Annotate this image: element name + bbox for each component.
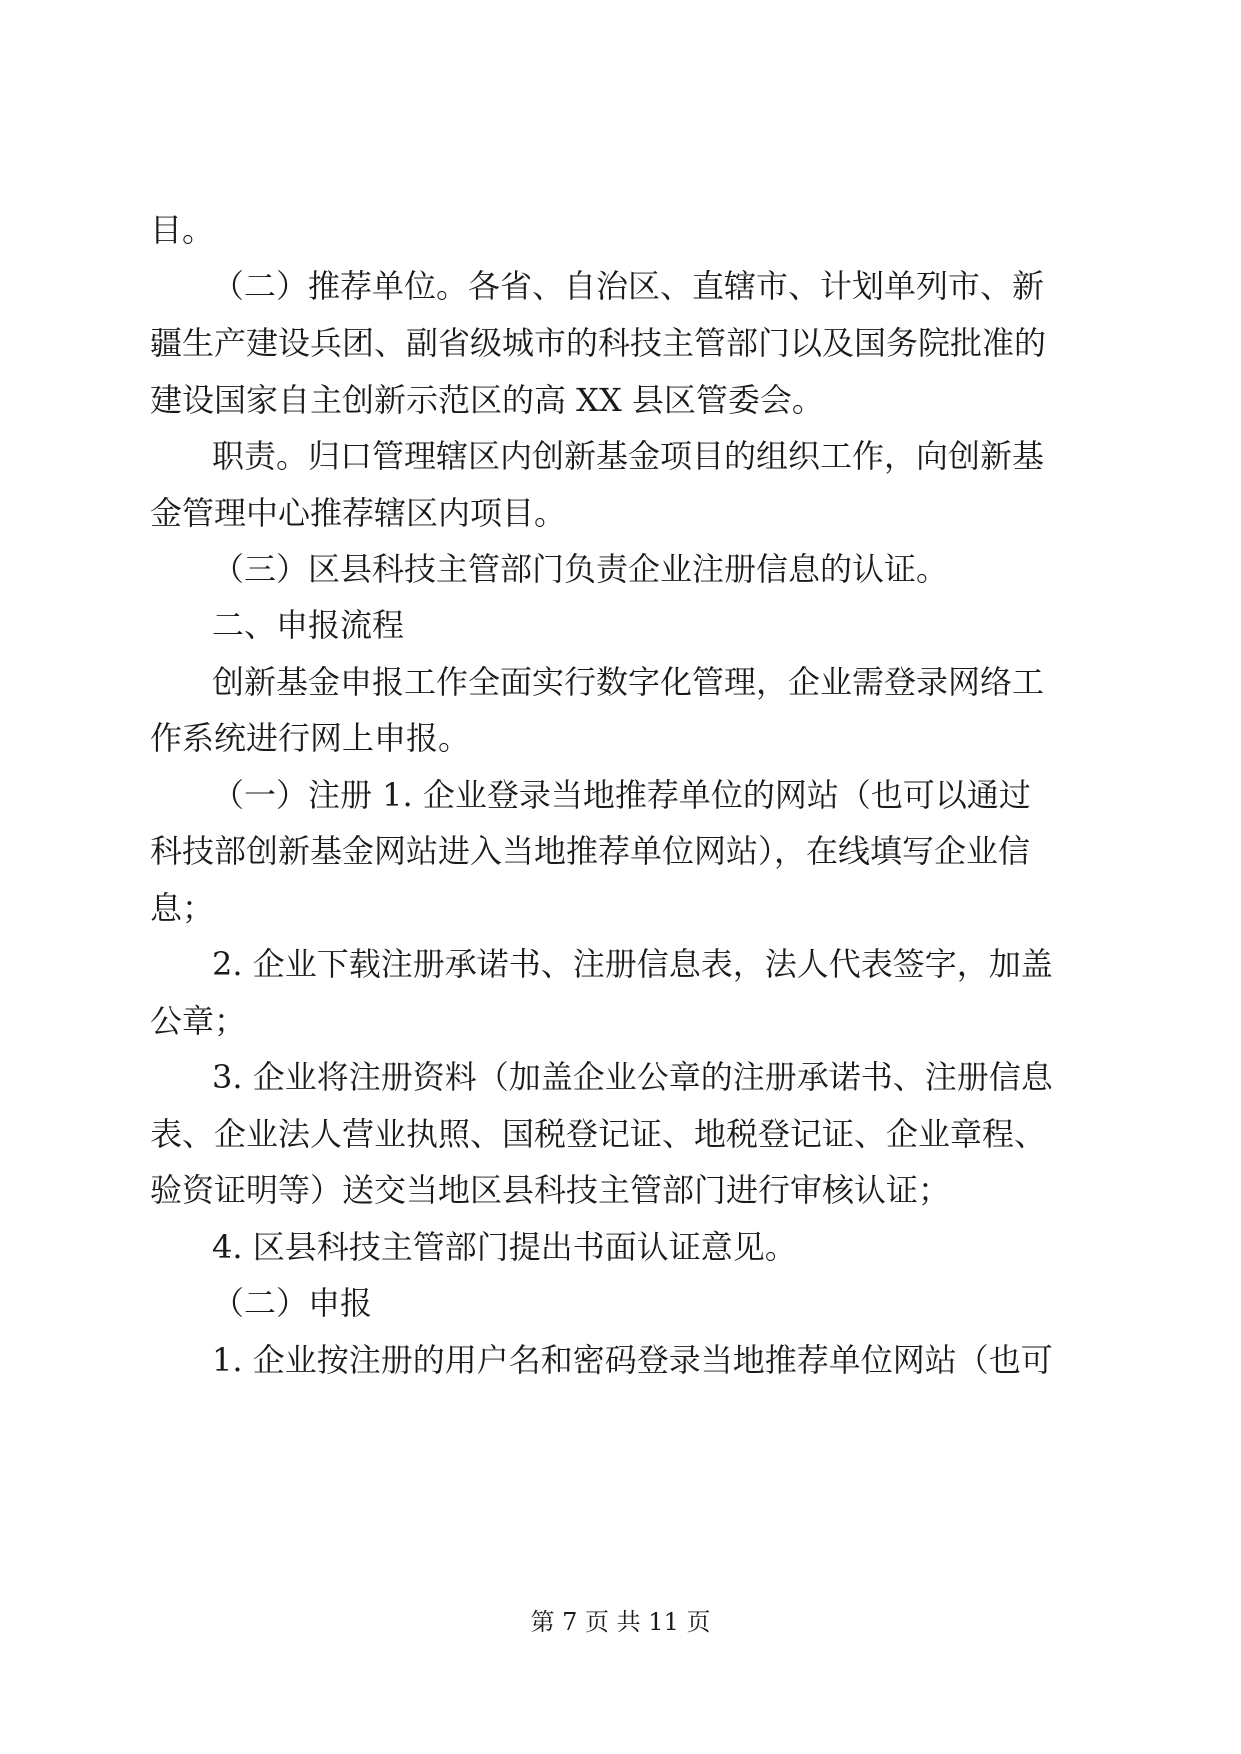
text-line: 作系统进行网上申报。: [150, 719, 471, 757]
text-line: 目。: [150, 211, 215, 249]
text-line: 3. 企业将注册资料（加盖企业公章的注册承诺书、注册信息: [212, 1058, 1053, 1096]
text-line: 息；: [150, 889, 215, 927]
text-line: 4. 区县科技主管部门提出书面认证意见。: [212, 1228, 797, 1266]
text-line: 公章；: [150, 1002, 247, 1040]
text-line: 金管理中心推荐辖区内项目。: [150, 494, 567, 532]
text-line: 表、企业法人营业执照、国税登记证、地税登记证、企业章程、: [150, 1115, 1047, 1153]
text-line: 创新基金申报工作全面实行数字化管理，企业需登录网络工: [212, 663, 1045, 701]
text-line: 2. 企业下载注册承诺书、注册信息表，法人代表签字，加盖: [212, 945, 1053, 983]
text-line: 1. 企业按注册的用户名和密码登录当地推荐单位网站（也可: [212, 1341, 1053, 1379]
text-line: （三）区县科技主管部门负责企业注册信息的认证。: [212, 550, 949, 588]
text-line: 疆生产建设兵团、副省级城市的科技主管部门以及国务院批准的: [150, 324, 1047, 362]
text-line: （二）申报: [212, 1284, 373, 1322]
page-number-footer: 第 7 页 共 11 页: [530, 1608, 711, 1636]
text-line: 验资证明等）送交当地区县科技主管部门进行审核认证；: [150, 1171, 951, 1209]
text-line: （一）注册 1. 企业登录当地推荐单位的网站（也可以通过: [212, 776, 1031, 814]
text-line: 建设国家自主创新示范区的高 XX 县区管委会。: [150, 381, 824, 419]
text-line: 职责。归口管理辖区内创新基金项目的组织工作，向创新基: [212, 437, 1045, 475]
section-heading: 二、申报流程: [212, 606, 405, 644]
text-line: 科技部创新基金网站进入当地推荐单位网站），在线填写企业信: [150, 832, 1031, 870]
text-line: （二）推荐单位。各省、自治区、直辖市、计划单列市、新: [212, 267, 1045, 305]
